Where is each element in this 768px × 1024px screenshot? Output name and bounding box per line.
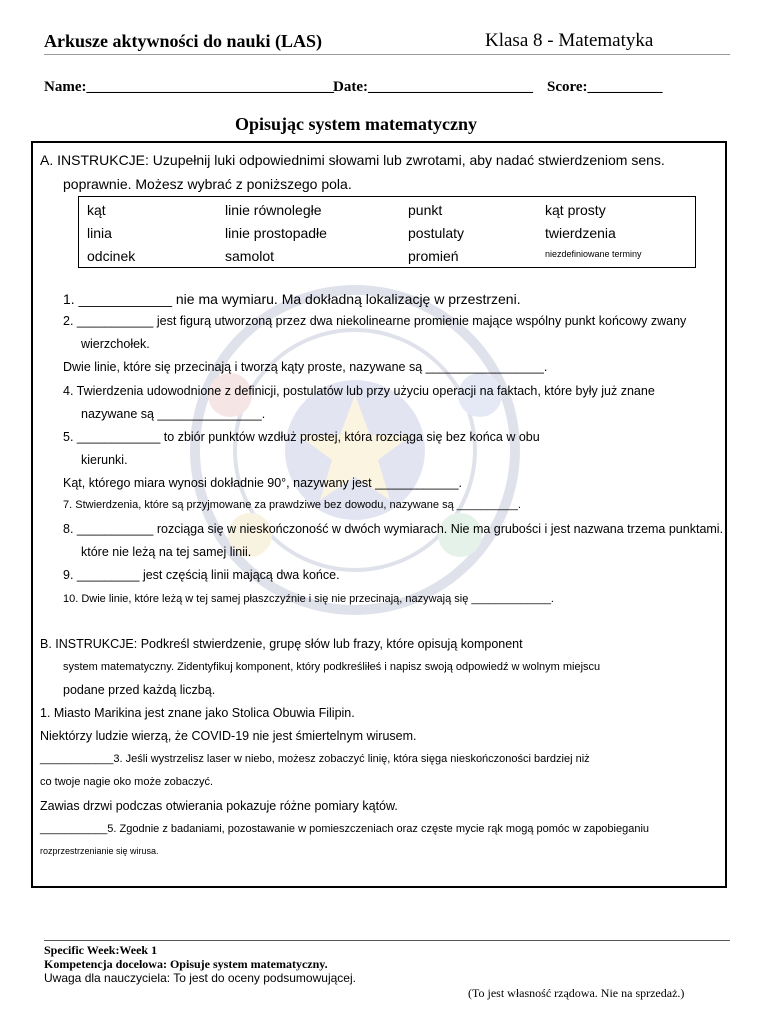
question-b3-cont: co twoje nagie oko może zobaczyć. (40, 776, 214, 788)
question-a9: 9. _________ jest częścią linii mającą dwa końce. (63, 568, 340, 582)
grade-subject-title: Klasa 8 - Matematyka (485, 30, 654, 51)
header-divider (44, 54, 730, 55)
word-bank-item: postulaty (408, 225, 465, 241)
name-field[interactable] (44, 79, 334, 96)
footer-competency: Kompetencja docelowa: Opisuje system matematyczny. (44, 957, 328, 971)
question-a10: 10. Dwie linie, które leżą w tej samej płaszczyźnie i się nie przecinają, nazywają się _____________. (63, 593, 554, 605)
word-bank-item: odcinek (87, 248, 136, 264)
question-a2: 2. ___________ jest figurą utworzoną przez dwa niekolinearne promienie mające wspólny punkt końcowy zwany (63, 314, 687, 328)
question-b3: ____________3. Jeśli wystrzelisz laser w niebo, możesz zobaczyć linię, która sięga nieskończoności bardziej niż (40, 753, 590, 765)
footer-property-note: (To jest własność rządowa. Nie na sprzedaż.) (468, 986, 685, 1000)
word-bank-item: samolot (225, 248, 275, 264)
question-a8-cont: które nie leżą na tej samej linii. (81, 545, 252, 559)
name-label: Name: (44, 79, 87, 95)
section-b-instructions-line3: podane przed każdą liczbą. (63, 683, 216, 697)
sheet-series-title: Arkusze aktywności do nauki (LAS) (44, 31, 323, 51)
footer-teacher-note: Uwaga dla nauczyciela: To jest do oceny podsumowującej. (44, 971, 356, 985)
question-b5: ___________5. Zgodnie z badaniami, pozostawanie w pomieszczeniach oraz częste mycie rąk mogą pomóc w zapobieganiu (40, 823, 650, 835)
section-b-instructions-line2: system matematyczny. Zidentyfikuj komponent, który podkreśliłeś i napisz swoją odpowiedź w wolnym miejscu (63, 661, 601, 673)
word-bank-item: kąt prosty (545, 202, 606, 218)
word-bank-item: linie prostopadłe (225, 225, 327, 241)
word-bank-item: linia (87, 225, 112, 241)
question-b4: Zawias drzwi podczas otwierania pokazuje różne pomiary kątów. (40, 799, 398, 813)
worksheet-title: Opisując system matematyczny (235, 114, 477, 134)
question-a5-cont: kierunki. (81, 453, 128, 467)
footer-divider (44, 940, 730, 941)
word-bank-item: twierdzenia (545, 225, 616, 241)
question-a4-cont: nazywane są _______________. (81, 407, 266, 421)
score-label: Score: (547, 79, 588, 95)
word-bank-item: linie równoległe (225, 202, 322, 218)
footer-week: Specific Week:Week 1 (44, 943, 158, 957)
question-a2-cont: wierzchołek. (81, 337, 150, 351)
question-a7: 7. Stwierdzenia, które są przyjmowane za prawdziwe bez dowodu, nazywane są __________. (63, 499, 521, 511)
question-a4: 4. Twierdzenia udowodnione z definicji, postulatów lub przy użyciu operacji na faktach, które były już znane (63, 384, 655, 398)
question-a8: 8. ___________ rozciąga się w nieskończoność w dwóch wymiarach. Nie ma grubości i jest nazwana trzema punktami. (63, 522, 724, 536)
section-a-instructions-line2: poprawnie. Możesz wybrać z poniższego pola. (63, 176, 352, 192)
section-b-instructions-line1: B. INSTRUKCJE: Podkreśl stwierdzenie, grupę słów lub frazy, które opisują komponent (40, 637, 523, 651)
word-bank-item: kąt (87, 202, 106, 218)
question-a6: Kąt, którego miara wynosi dokładnie 90°, nazywany jest ____________. (63, 476, 462, 490)
score-field[interactable] (547, 79, 663, 96)
question-b2: Niektórzy ludzie wierzą, że COVID-19 nie jest śmiertelnym wirusem. (40, 729, 417, 743)
name-blank: _________________________________ (86, 79, 334, 95)
question-a5: 5. ____________ to zbiór punktów wzdłuż prostej, która rozciąga się bez końca w obu (63, 430, 540, 444)
question-b1: 1. Miasto Marikina jest znane jako Stolica Obuwia Filipin. (40, 706, 355, 720)
question-b5-cont: rozprzestrzenianie się wirusa. (40, 846, 159, 856)
section-a-instructions-line1: A. INSTRUKCJE: Uzupełnij luki odpowiednimi słowami lub zwrotami, aby nadać stwierdzeniom sens. (40, 152, 665, 168)
date-label: Date: (333, 79, 368, 95)
word-bank-item: punkt (408, 202, 443, 218)
question-a1: 1. ____________ nie ma wymiaru. Ma dokładną lokalizację w przestrzeni. (63, 291, 521, 307)
word-bank-item: promień (408, 248, 459, 264)
date-field[interactable] (333, 79, 533, 96)
word-bank-item: niezdefiniowane terminy (545, 249, 642, 259)
score-blank: __________ (587, 79, 663, 95)
question-a3: Dwie linie, które się przecinają i tworzą kąty proste, nazywane są _________________. (63, 360, 548, 374)
date-blank: ______________________ (367, 79, 533, 95)
